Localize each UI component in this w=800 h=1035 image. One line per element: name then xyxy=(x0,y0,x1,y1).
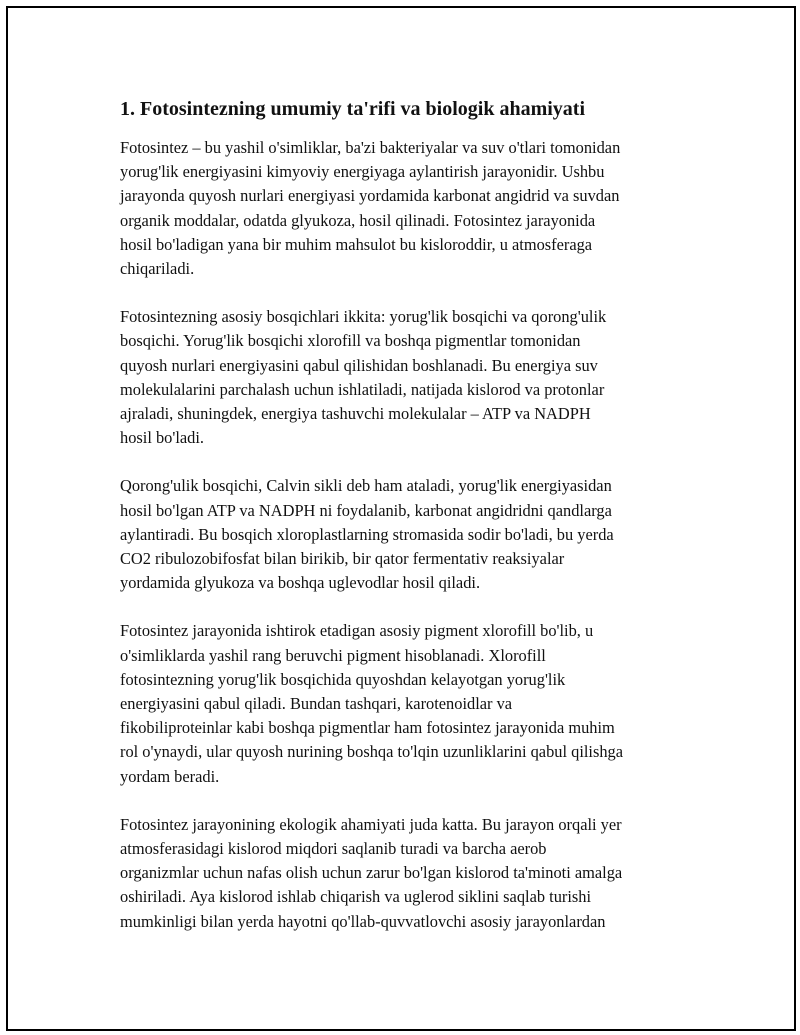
text-line: hosil bo'lgan ATP va NADPH ni foydalanib, karbonat angidridni qandlarga xyxy=(120,500,612,520)
page-frame xyxy=(6,6,796,1031)
paragraph-1 xyxy=(120,136,692,281)
paragraph-4 xyxy=(120,619,692,788)
text-line: mumkinligi bilan yerda hayotni qo'llab-quvvatlovchi asosiy jarayonlardan xyxy=(120,911,606,931)
text-line: energiyasini qabul qiladi. Bundan tashqari, karotenoidlar va xyxy=(120,694,513,714)
text-line: CO2 ribulozobifosfat bilan birikib, bir qator fermentativ reaksiyalar xyxy=(120,549,565,569)
paragraph-5 xyxy=(120,813,692,934)
text-line: hosil bo'ladigan yana bir muhim mahsulot bu kisloroddir, u atmosferaga xyxy=(120,234,593,254)
text-line: jarayonda quyosh nurlari energiyasi yordamida karbonat angidrid va suvdan xyxy=(120,186,620,206)
paragraph-2 xyxy=(120,305,692,450)
text-line: fotosintezning yorug'lik bosqichida quyoshdan kelayotgan yorug'lik xyxy=(120,669,566,689)
text-line: chiqariladi. xyxy=(120,259,195,279)
text-line: quyosh nurlari energiyasini qabul qilishidan boshlanadi. Bu energiya suv xyxy=(120,355,598,375)
text-line: Fotosintezning asosiy bosqichlari ikkita: yorug'lik bosqichi va qorong'ulik xyxy=(120,307,607,327)
text-line: oshiriladi. Aya kislorod ishlab chiqarish va uglerod siklini saqlab turishi xyxy=(120,887,592,907)
text-line: Fotosintez jarayonining ekologik ahamiyati juda katta. Bu jarayon orqali yer xyxy=(120,814,622,834)
document-body xyxy=(120,96,692,958)
text-line: bosqichi. Yorug'lik bosqichi xlorofill va boshqa pigmentlar tomonidan xyxy=(120,331,581,351)
text-line: aylantiradi. Bu bosqich xloroplastlarning stromasida sodir bo'ladi, bu yerda xyxy=(120,524,614,544)
text-line: yordam beradi. xyxy=(120,766,220,786)
paragraph-3 xyxy=(120,474,692,595)
text-line: organik moddalar, odatda glyukoza, hosil qilinadi. Fotosintez jarayonida xyxy=(120,210,596,230)
text-line: yordamida glyukoza va boshqa uglevodlar hosil qiladi. xyxy=(120,573,481,593)
text-line: Fotosintez jarayonida ishtirok etadigan asosiy pigment xlorofill bo'lib, u xyxy=(120,621,594,641)
text-line: fikobiliproteinlar kabi boshqa pigmentlar ham fotosintez jarayonida muhim xyxy=(120,718,615,738)
text-line: atmosferasidagi kislorod miqdori saqlanib turadi va barcha aerob xyxy=(120,839,547,859)
text-line: hosil bo'ladi. xyxy=(120,428,204,448)
text-line: yorug'lik energiyasini kimyoviy energiyaga aylantirish jarayonidir. Ushbu xyxy=(120,162,605,182)
text-line: rol o'ynaydi, ular quyosh nurining boshqa to'lqin uzunliklarini qabul qilishga xyxy=(120,742,624,762)
text-line: organizmlar uchun nafas olish uchun zarur bo'lgan kislorod ta'minoti amalga xyxy=(120,863,623,883)
text-line: o'simliklarda yashil rang beruvchi pigment hisoblanadi. Xlorofill xyxy=(120,645,546,665)
section-heading: 1. Fotosintezning umumiy ta'rifi va biologik ahamiyati xyxy=(120,98,586,120)
text-line: molekulalarini parchalash uchun ishlatiladi, natijada kislorod va protonlar xyxy=(120,379,605,399)
text-line: ajraladi, shuningdek, energiya tashuvchi molekulalar – ATP va NADPH xyxy=(120,404,591,424)
text-line: Fotosintez – bu yashil o'simliklar, ba'zi bakteriyalar va suv o'tlari tomonidan xyxy=(120,138,621,157)
text-line: Qorong'ulik bosqichi, Calvin sikli deb ham ataladi, yorug'lik energiyasidan xyxy=(120,476,612,496)
